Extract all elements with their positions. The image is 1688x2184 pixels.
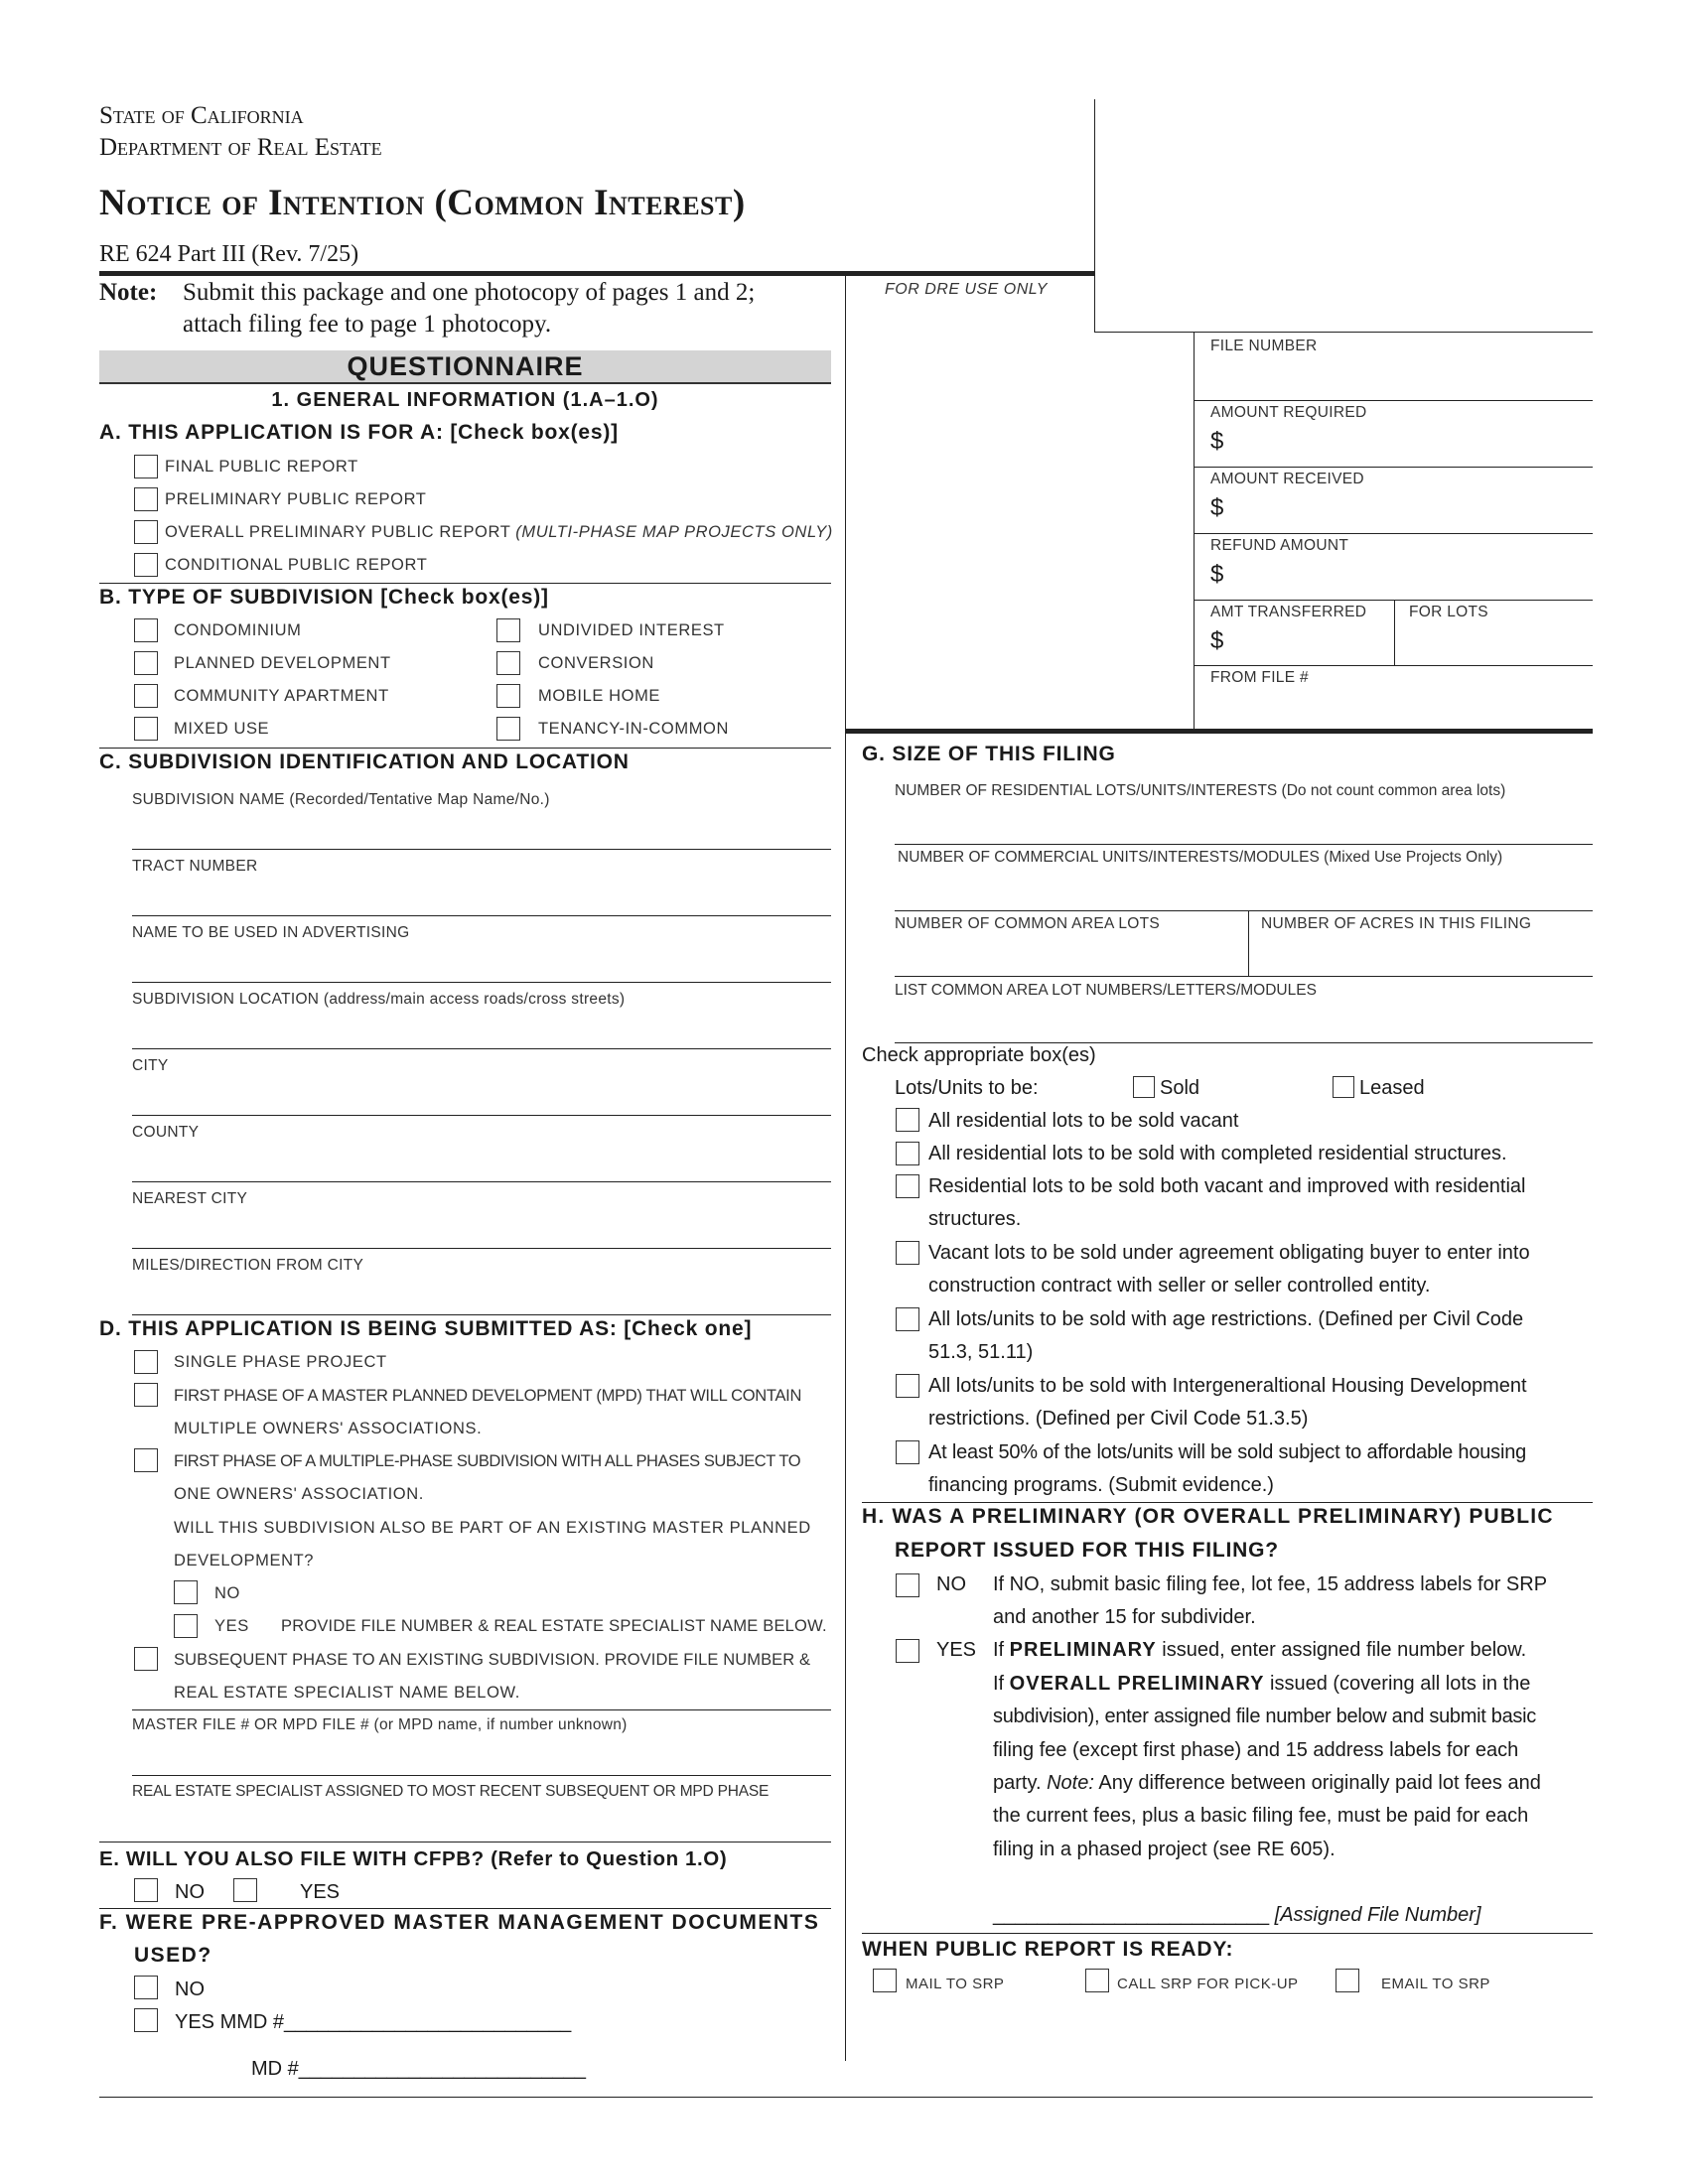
city-input[interactable] (132, 1115, 831, 1116)
mpd-yes-note: PROVIDE FILE NUMBER & REAL ESTATE SPECIALIST NAME BELOW. (281, 1617, 827, 1635)
planned-development-checkbox[interactable] (134, 651, 158, 675)
prelim-no-text-2: and another 15 for subdivider. (993, 1606, 1256, 1628)
section-c-heading: C. SUBDIVISION IDENTIFICATION AND LOCATION (99, 751, 630, 773)
vacant-improved-label-2: structures. (928, 1208, 1022, 1230)
final-public-report-label: FINAL PUBLIC REPORT (165, 458, 358, 476)
dre-panel-bottom (845, 729, 1593, 734)
prelim-no-label: NO (936, 1573, 966, 1595)
call-srp-label: CALL SRP FOR PICK-UP (1117, 1976, 1299, 1992)
dre-box-border-bottom (1094, 332, 1593, 333)
sold-checkbox[interactable] (1133, 1076, 1155, 1098)
section-h-rule (862, 1502, 1593, 1503)
refund-amount-label: REFUND AMOUNT (1210, 537, 1349, 554)
mixed-use-checkbox[interactable] (134, 717, 158, 741)
amount-required-dollar: $ (1210, 428, 1224, 455)
affordable-housing-label: At least 50% of the lots/units will be sold subject to affordable housing (928, 1441, 1527, 1463)
cfpb-yes-label: YES (300, 1881, 341, 1903)
prelim-no-text: If NO, submit basic filing fee, lot fee, 15 address labels for SRP (993, 1573, 1548, 1595)
cfpb-yes-checkbox[interactable] (233, 1878, 257, 1902)
subdivision-location-input[interactable] (132, 1048, 831, 1049)
county-input[interactable] (132, 1181, 831, 1182)
section-d-subrule (132, 1709, 831, 1710)
mpd-yes-label: YES (214, 1617, 249, 1635)
amount-received-label: AMOUNT RECEIVED (1210, 471, 1364, 487)
overall-preliminary-report-label (165, 523, 833, 542)
first-phase-multi-label: FIRST PHASE OF A MULTIPLE-PHASE SUBDIVISION WITH ALL PHASES SUBJECT TO (174, 1452, 801, 1470)
residential-lots-label: NUMBER OF RESIDENTIAL LOTS/UNITS/INTERESTS (Do not count common area lots) (895, 782, 1506, 799)
dre-fields-left (1194, 332, 1195, 731)
conditional-public-report-checkbox[interactable] (134, 553, 158, 577)
preliminary-public-report-checkbox[interactable] (134, 487, 158, 511)
refund-amount-dollar: $ (1210, 561, 1224, 588)
mmd-yes-checkbox[interactable] (134, 2008, 158, 2032)
vacant-improved-checkbox[interactable] (896, 1174, 919, 1198)
affordable-housing-label-2: financing programs. (Submit evidence.) (928, 1474, 1274, 1496)
amt-transferred-line (1194, 665, 1593, 666)
undivided-interest-label: UNDIVIDED INTEREST (538, 621, 725, 639)
section-a-heading: A. THIS APPLICATION IS FOR A: [Check box(es)] (99, 421, 619, 444)
conditional-public-report-label: CONDITIONAL PUBLIC REPORT (165, 556, 428, 574)
construction-contract-label: Vacant lots to be sold under agreement obligating buyer to enter into (928, 1242, 1530, 1264)
yes-if-text: If (993, 1639, 1010, 1661)
mmd-no-label: NO (175, 1979, 205, 2000)
section-g-heading: G. SIZE OF THIS FILING (862, 743, 1116, 765)
affordable-housing-checkbox[interactable] (896, 1440, 919, 1464)
intergenerational-label-2: restrictions. (Defined per Civil Code 51.3.5) (928, 1408, 1309, 1430)
page-bottom-rule (99, 2097, 1593, 2098)
miles-direction-input[interactable] (132, 1314, 831, 1315)
planned-development-label: PLANNED DEVELOPMENT (174, 654, 391, 672)
call-srp-checkbox[interactable] (1085, 1969, 1109, 1992)
yes-text-6: the current fees, plus a basic filing fee, must be paid for each (993, 1805, 1529, 1827)
note-emphasis: Note: (1047, 1772, 1094, 1794)
lots-to-be-label: Lots/Units to be: (895, 1077, 1039, 1099)
header-rule (99, 271, 1094, 276)
nearest-city-label: NEAREST CITY (132, 1190, 248, 1207)
from-file-label: FROM FILE # (1210, 669, 1309, 686)
vacant-improved-label: Residential lots to be sold both vacant and improved with residential (928, 1175, 1526, 1197)
section-b-heading: B. TYPE OF SUBDIVISION [Check box(es)] (99, 586, 549, 609)
section-b-rule (99, 748, 831, 749)
county-label: COUNTY (132, 1124, 200, 1141)
assigned-file-label: [Assigned File Number] (1269, 1904, 1481, 1926)
single-phase-label: SINGLE PHASE PROJECT (174, 1353, 387, 1371)
prelim-no-checkbox[interactable] (896, 1573, 919, 1597)
amount-required-label: AMOUNT REQUIRED (1210, 404, 1367, 421)
note-line-2: attach filing fee to page 1 photocopy. (183, 311, 552, 338)
section-f-heading-2: USED? (134, 1944, 212, 1967)
note-label: Note: (99, 279, 158, 306)
construction-contract-label-2: construction contract with seller or seller controlled entity. (928, 1275, 1431, 1297)
mixed-use-label: MIXED USE (174, 720, 270, 738)
commercial-units-input[interactable] (895, 910, 1593, 911)
conversion-label: CONVERSION (538, 654, 654, 672)
first-phase-mpd-checkbox[interactable] (134, 1383, 158, 1407)
mobile-home-label: MOBILE HOME (538, 687, 661, 705)
first-phase-multi-label-2: ONE OWNERS' ASSOCIATION. (174, 1485, 424, 1503)
acres-label: NUMBER OF ACRES IN THIS FILING (1261, 915, 1532, 932)
community-apartment-label: COMMUNITY APARTMENT (174, 687, 389, 705)
sold-vacant-checkbox[interactable] (896, 1108, 919, 1132)
acres-divider (1248, 910, 1249, 976)
sold-label: Sold (1160, 1077, 1200, 1099)
specialist-input[interactable] (99, 1842, 831, 1843)
mpd-no-checkbox[interactable] (174, 1580, 198, 1604)
section-f-heading: F. WERE PRE-APPROVED MASTER MANAGEMENT DOCUMENTS (99, 1911, 820, 1934)
sold-vacant-label: All residential lots to be sold vacant (928, 1110, 1239, 1132)
single-phase-checkbox[interactable] (134, 1350, 158, 1374)
community-apartment-checkbox[interactable] (134, 684, 158, 708)
yes-text-2: issued (covering all lots in the (1264, 1673, 1531, 1695)
mpd-no-label: NO (214, 1584, 240, 1602)
prelim-yes-text (993, 1639, 1526, 1662)
advertising-name-input[interactable] (132, 982, 831, 983)
nearest-city-input[interactable] (132, 1248, 831, 1249)
section-h-heading: H. WAS A PRELIMINARY (OR OVERALL PRELIMINARY) PUBLIC (862, 1505, 1554, 1528)
advertising-name-label: NAME TO BE USED IN ADVERTISING (132, 924, 410, 941)
residential-lots-input[interactable] (895, 844, 1593, 845)
amount-received-dollar: $ (1210, 494, 1224, 521)
leased-checkbox[interactable] (1333, 1076, 1354, 1098)
dre-use-only-label: FOR DRE USE ONLY (885, 281, 1048, 298)
state-label: State of California (99, 102, 304, 129)
amt-transferred-dollar: $ (1210, 627, 1224, 654)
cfpb-no-label: NO (175, 1881, 205, 1903)
note-line-1: Submit this package and one photocopy of pages 1 and 2; (183, 279, 756, 306)
subsequent-phase-label: SUBSEQUENT PHASE TO AN EXISTING SUBDIVISION. PROVIDE FILE NUMBER & (174, 1651, 811, 1669)
general-info-heading: 1. GENERAL INFORMATION (1.A–1.O) (271, 389, 659, 411)
yes-text-1: issued, enter assigned file number below. (1156, 1639, 1527, 1661)
amt-transferred-label: AMT TRANSFERRED (1210, 604, 1367, 620)
md-number-field[interactable]: MD #__________________________ (251, 2058, 586, 2080)
subsequent-phase-label-2: REAL ESTATE SPECIALIST NAME BELOW. (174, 1684, 520, 1702)
assigned-file-number-field[interactable] (993, 1904, 1481, 1927)
section-h-bottom-rule (862, 1933, 1593, 1934)
tenancy-in-common-label: TENANCY-IN-COMMON (538, 720, 730, 738)
tract-number-input[interactable] (132, 915, 831, 916)
yes-text-7: filing in a phased project (see RE 605). (993, 1839, 1336, 1860)
subdivision-location-label: SUBDIVISION LOCATION (address/main access roads/cross streets) (132, 991, 626, 1008)
condominium-label: CONDOMINIUM (174, 621, 302, 639)
subdivision-name-label: SUBDIVISION NAME (Recorded/Tentative Map Name/No.) (132, 791, 550, 808)
age-restrictions-label-2: 51.3, 51.11) (928, 1341, 1034, 1363)
overall-preliminary-text: OVERALL PRELIMINARY PUBLIC REPORT (165, 523, 511, 541)
overall-preliminary-emphasis: OVERALL PRELIMINARY (1009, 1673, 1265, 1695)
mpd-question: WILL THIS SUBDIVISION ALSO BE PART OF AN EXISTING MASTER PLANNED (174, 1519, 811, 1537)
department-label: Department of Real Estate (99, 134, 382, 161)
multi-phase-note: (MULTI-PHASE MAP PROJECTS ONLY) (515, 523, 833, 541)
column-divider (845, 731, 846, 2061)
dre-panel-left (845, 271, 846, 731)
master-file-label: MASTER FILE # OR MPD FILE # (or MPD name, if number unknown) (132, 1716, 628, 1733)
for-lots-label: FOR LOTS (1409, 604, 1488, 620)
common-area-acres-input[interactable] (895, 976, 1593, 977)
section-a-rule (99, 583, 831, 584)
mobile-home-checkbox[interactable] (496, 684, 520, 708)
section-e-rule (99, 1908, 831, 1909)
prelim-yes-checkbox[interactable] (896, 1639, 919, 1663)
tract-number-label: TRACT NUMBER (132, 858, 258, 875)
yes-text-5 (993, 1772, 1541, 1795)
mail-to-srp-label: MAIL TO SRP (906, 1976, 1005, 1992)
ready-heading: WHEN PUBLIC REPORT IS READY: (862, 1938, 1234, 1961)
overall-prelim-text (993, 1673, 1530, 1696)
check-boxes-instruction: Check appropriate box(es) (862, 1044, 1096, 1066)
subsequent-phase-checkbox[interactable] (134, 1647, 158, 1671)
undivided-interest-checkbox[interactable] (496, 618, 520, 642)
mpd-question-2: DEVELOPMENT? (174, 1552, 315, 1570)
amount-received-line (1194, 533, 1593, 534)
overall-preliminary-report-checkbox[interactable] (134, 520, 158, 544)
email-to-srp-label: EMAIL TO SRP (1381, 1976, 1490, 1992)
for-lots-divider (1394, 600, 1395, 665)
common-lot-list-input[interactable] (895, 1042, 1593, 1043)
tenancy-in-common-checkbox[interactable] (496, 717, 520, 741)
first-phase-mpd-label-2: MULTIPLE OWNERS' ASSOCIATIONS. (174, 1420, 483, 1437)
miles-direction-label: MILES/DIRECTION FROM CITY (132, 1257, 364, 1274)
subdivision-name-input[interactable] (132, 849, 831, 850)
common-lot-list-label: LIST COMMON AREA LOT NUMBERS/LETTERS/MODULES (895, 982, 1317, 999)
leased-label: Leased (1359, 1077, 1425, 1099)
form-title: Notice of Intention (Common Interest) (99, 183, 746, 223)
section-e-heading: E. WILL YOU ALSO FILE WITH CFPB? (Refer to Question 1.O) (99, 1847, 728, 1870)
specialist-label: REAL ESTATE SPECIALIST ASSIGNED TO MOST RECENT SUBSEQUENT OR MPD PHASE (132, 1783, 770, 1800)
yes-text-5a: party. (993, 1772, 1048, 1794)
cfpb-no-checkbox[interactable] (134, 1878, 158, 1902)
form-id: RE 624 Part III (Rev. 7/25) (99, 241, 359, 267)
preliminary-emphasis: PRELIMINARY (1009, 1639, 1157, 1661)
prelim-yes-label: YES (936, 1639, 977, 1661)
yes-text-3: subdivision), enter assigned file number below and submit basic (993, 1706, 1536, 1727)
common-area-lots-label: NUMBER OF COMMON AREA LOTS (895, 915, 1161, 932)
file-number-label: FILE NUMBER (1210, 338, 1318, 354)
overall-if-text: If (993, 1673, 1010, 1695)
mpd-yes-checkbox[interactable] (174, 1614, 198, 1638)
section-h-heading-2: REPORT ISSUED FOR THIS FILING? (895, 1539, 1279, 1562)
completed-structures-checkbox[interactable] (896, 1142, 919, 1165)
final-public-report-checkbox[interactable] (134, 455, 158, 478)
intergenerational-label: All lots/units to be sold with Intergeneraltional Housing Development (928, 1375, 1527, 1397)
completed-structures-label: All residential lots to be sold with completed residential structures. (928, 1143, 1507, 1164)
preliminary-public-report-label: PRELIMINARY PUBLIC REPORT (165, 490, 427, 508)
email-to-srp-checkbox[interactable] (1336, 1969, 1359, 1992)
mmd-no-checkbox[interactable] (134, 1976, 158, 1999)
file-number-line (1194, 400, 1593, 401)
yes-text-5b: Any difference between originally paid lot fees and (1093, 1772, 1541, 1794)
age-restrictions-checkbox[interactable] (896, 1307, 919, 1331)
questionnaire-title: QUESTIONNAIRE (347, 351, 584, 381)
first-phase-multi-checkbox[interactable] (134, 1448, 158, 1472)
assigned-file-line[interactable]: _________________________ (993, 1904, 1270, 1926)
mail-to-srp-checkbox[interactable] (873, 1969, 897, 1992)
refund-amount-line (1194, 600, 1593, 601)
yes-text-4: filing fee (except first phase) and 15 address labels for each (993, 1739, 1519, 1761)
first-phase-mpd-label: FIRST PHASE OF A MASTER PLANNED DEVELOPMENT (MPD) THAT WILL CONTAIN (174, 1387, 802, 1405)
conversion-checkbox[interactable] (496, 651, 520, 675)
section-d-heading: D. THIS APPLICATION IS BEING SUBMITTED AS: [Check one] (99, 1317, 753, 1340)
construction-contract-checkbox[interactable] (896, 1241, 919, 1265)
dre-box-border-left (1094, 99, 1095, 333)
amount-required-line (1194, 467, 1593, 468)
commercial-units-label: NUMBER OF COMMERCIAL UNITS/INTERESTS/MODULES (Mixed Use Projects Only) (898, 849, 1503, 866)
condominium-checkbox[interactable] (134, 618, 158, 642)
age-restrictions-label: All lots/units to be sold with age restrictions. (Defined per Civil Code (928, 1308, 1524, 1330)
city-label: CITY (132, 1057, 169, 1074)
intergenerational-checkbox[interactable] (896, 1374, 919, 1398)
mmd-number-field[interactable]: YES MMD #__________________________ (175, 2011, 572, 2033)
master-file-input[interactable] (132, 1775, 831, 1776)
